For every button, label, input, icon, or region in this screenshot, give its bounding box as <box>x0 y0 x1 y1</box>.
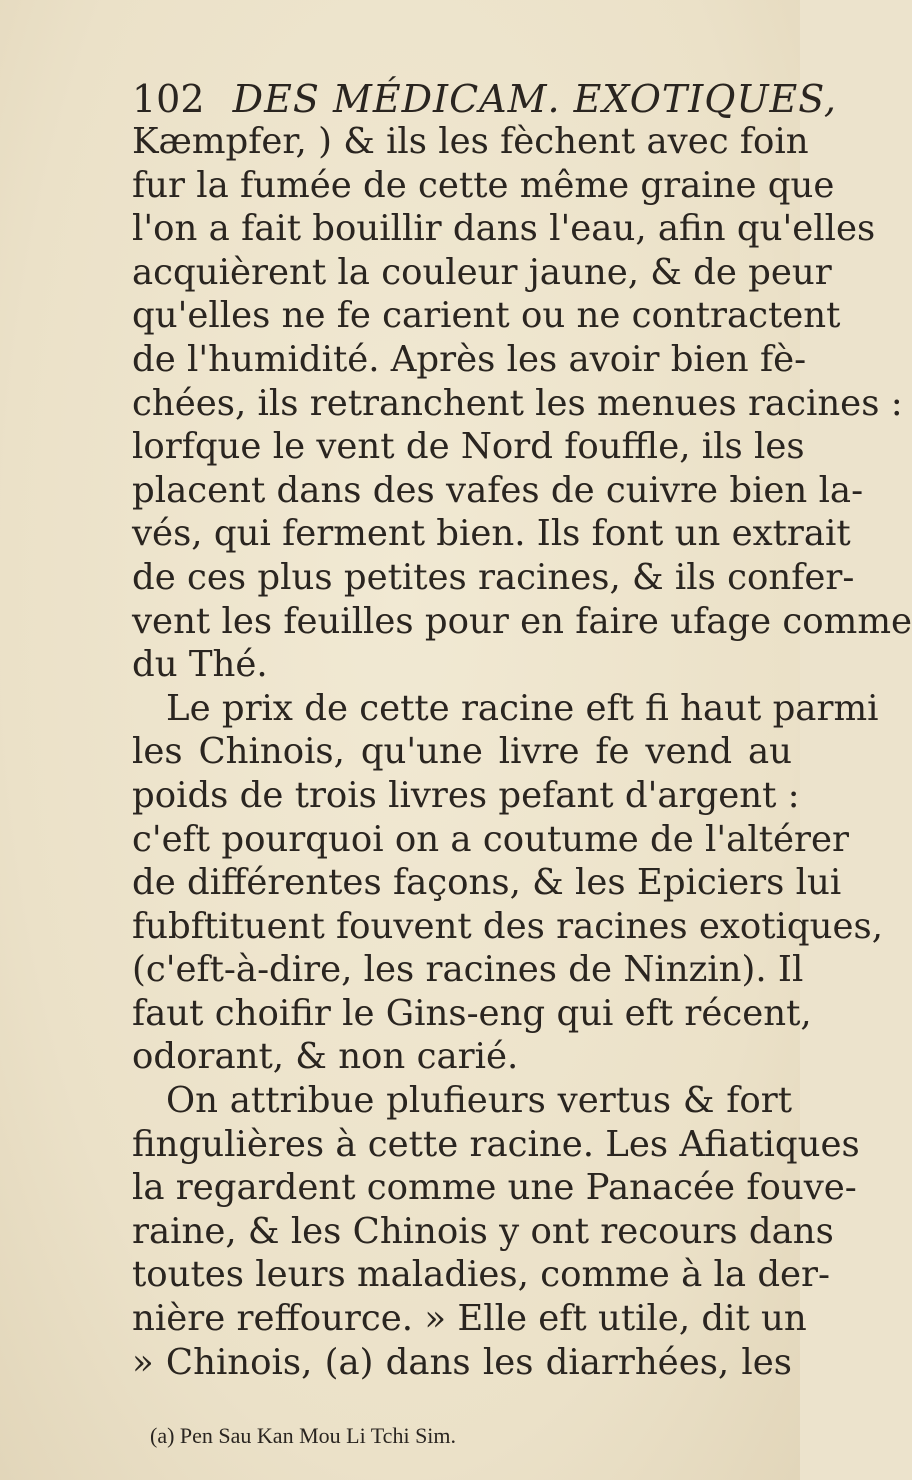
text-line: de différentes façons, & les Epiciers lui <box>132 862 842 904</box>
text-line: raine, & les Chinois y ont recours dans <box>132 1210 834 1252</box>
text-line: les Chinois, qu'une livre fe vend au <box>132 731 792 773</box>
text-line: de ces plus petites racines, & ils confer- <box>132 556 855 598</box>
text-line: du Thé. <box>132 644 268 686</box>
text-line: (c'eft-à-dire, les racines de Ninzin). Il <box>132 949 804 991</box>
text-line: Le prix de cette racine eft fi haut parmi <box>166 687 879 729</box>
text-line: faut choifir le Gins-eng qui eft récent, <box>132 992 812 1034</box>
page-number: 102 <box>132 77 205 121</box>
text-line: lorfque le vent de Nord fouffle, ils les <box>132 426 805 468</box>
text-line: de l'humidité. Après les avoir bien fè- <box>132 338 807 380</box>
footnote: (a) Pen Sau Kan Mou Li Tchi Sim. <box>150 1423 457 1448</box>
text-line: qu'elles ne fe carient ou ne contractent <box>132 295 841 337</box>
text-line: fubftituent fouvent des racines exotiques, <box>132 905 883 947</box>
text-line: fur la fumée de cette même graine que <box>132 164 835 206</box>
text-line: fingulières à cette racine. Les Afiatiques <box>132 1123 860 1165</box>
text-line: odorant, & non carié. <box>132 1036 519 1078</box>
text-line: placent dans des vafes de cuivre bien la- <box>132 469 864 511</box>
text-line: poids de trois livres pefant d'argent : <box>132 774 800 816</box>
text-line: toutes leurs maladies, comme à la der- <box>132 1254 831 1296</box>
text-line: l'on a fait bouillir dans l'eau, afin qu'elles <box>132 208 876 250</box>
running-title: DES MÉDICAM. EXOTIQUES, <box>232 77 837 121</box>
body-text <box>132 120 912 1384</box>
text-line: vent les feuilles pour en faire ufage comme <box>132 600 912 642</box>
text-line: » Chinois, (a) dans les diarrhées, les <box>132 1341 792 1383</box>
text-line: chées, ils retranchent les menues racines : <box>132 382 903 424</box>
page-header <box>132 74 837 124</box>
text-line: nière reffource. » Elle eft utile, dit un <box>132 1298 807 1340</box>
text-line: vés, qui ferment bien. Ils font un extrait <box>132 513 851 555</box>
text-line: Kæmpfer, ) & ils les fèchent avec foin <box>132 121 809 162</box>
text-line: acquièrent la couleur jaune, & de peur <box>132 251 832 293</box>
text-line: la regardent comme une Panacée fouve- <box>132 1167 857 1209</box>
text-line: c'eft pourquoi on a coutume de l'altérer <box>132 818 849 860</box>
text-line: On attribue plufieurs vertus & fort <box>166 1080 792 1122</box>
